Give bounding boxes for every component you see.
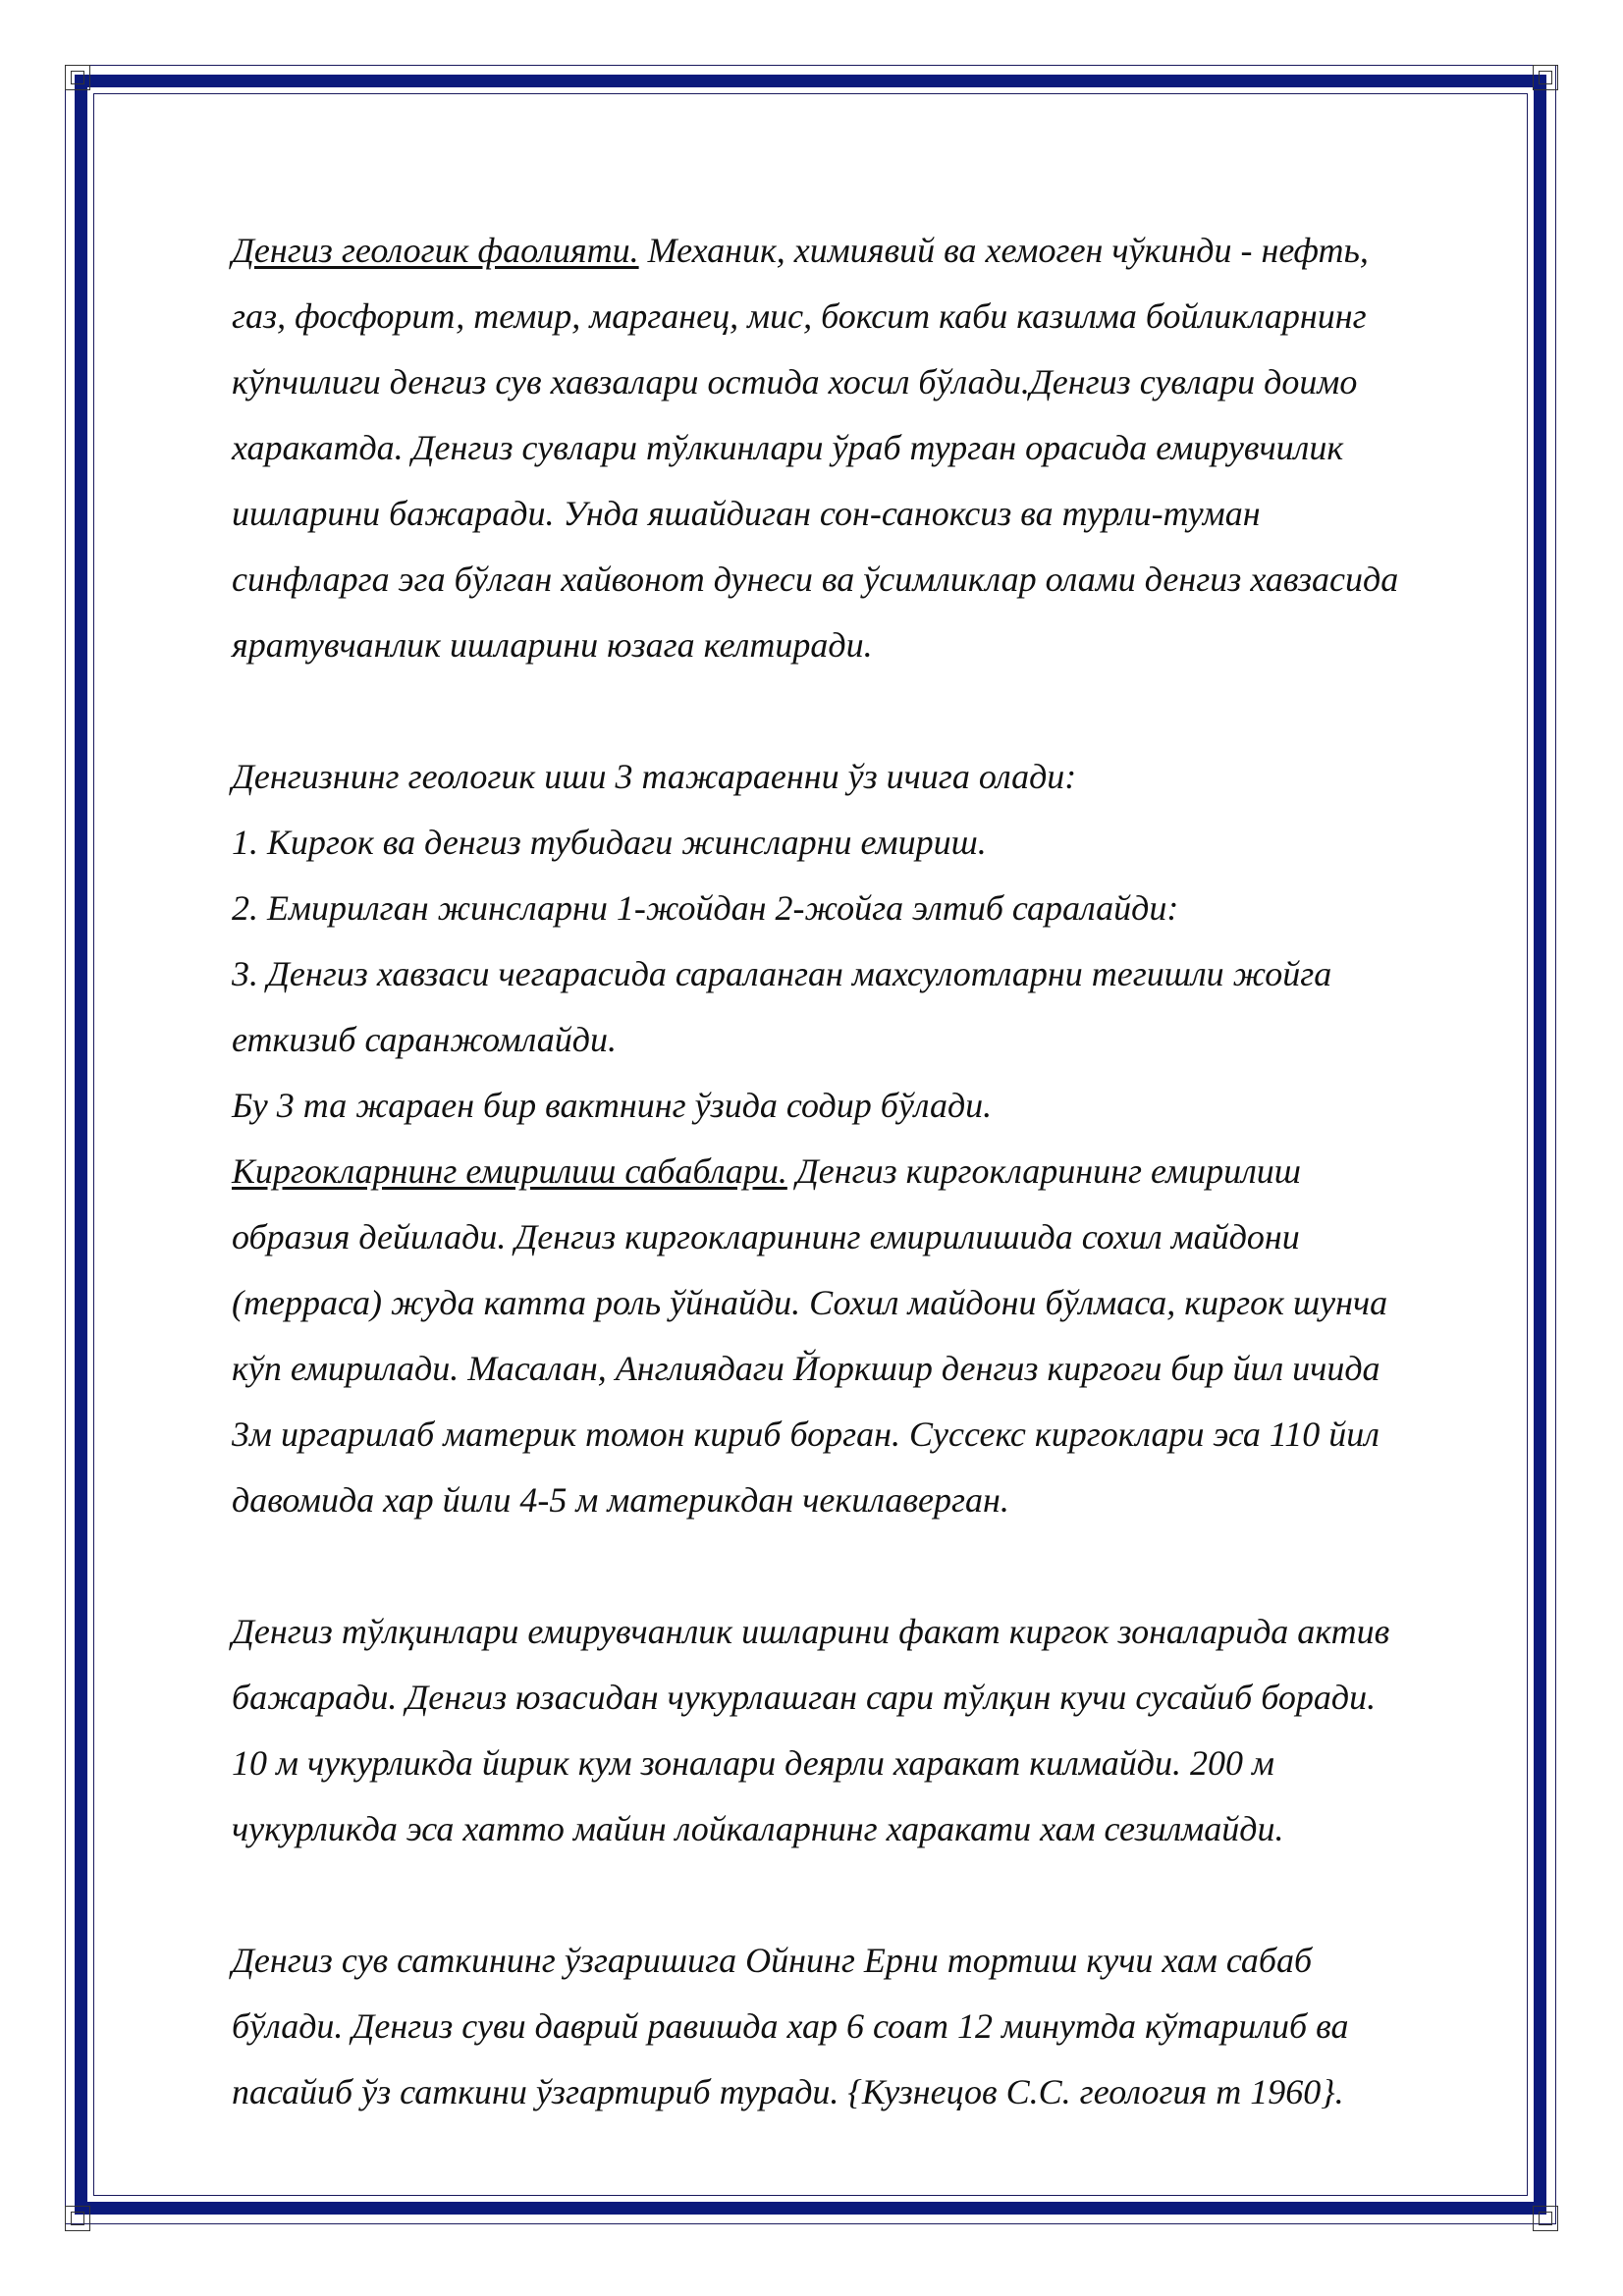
paragraph-line: пасайиб ўз саткини ўзгартириб туради. {Кузнецов С.С. геология т 1960}.: [232, 2072, 1344, 2111]
paragraph-line: Денгиз сув саткининг ўзгаришига Ойнинг Ерни тортиш кучи хам сабаб: [232, 1941, 1313, 1980]
paragraph-line: харакатда. Денгиз сувлари тўлкинлари ўраб турган орасида емирувчилик: [232, 428, 1344, 467]
paragraph-line: давомида хар йили 4-5 м материкдан чекилаверган.: [232, 1480, 1009, 1520]
list-item-continued: еткизиб саранжомлайди.: [232, 1020, 617, 1059]
paragraph-gap: [232, 1533, 1528, 1599]
border-corner-bottom-left: [61, 2202, 94, 2235]
list-intro: Денгизнинг геологик иши 3 тажараенни ўз ичига олади:: [232, 757, 1077, 796]
list-item: 3. Денгиз хавзаси чегарасида сараланган махсулотларни тегишли жойга: [232, 954, 1332, 993]
paragraph-line: синфларга эга бўлган хайвонот дунеси ва ўсимликлар олами денгиз хавзасида: [232, 560, 1399, 599]
paragraph-line: кўп емирилади. Масалан, Англиядаги Йоркшир денгиз киргоги бир йил ичида: [232, 1349, 1380, 1388]
paragraph-line: газ, фосфорит, темир, марганец, мис, боксит каби казилма бойликларнинг: [232, 296, 1367, 336]
paragraph-text: Механик, химиявий ва хемоген чўкинди - нефть,: [638, 231, 1369, 270]
paragraph-line: ишларини бажаради. Унда яшайдиган сон-саноксиз ва турли-туман: [232, 494, 1261, 533]
paragraph-tides: [232, 1928, 1528, 2125]
paragraph-gap: [232, 1862, 1528, 1928]
paragraph-line: бўлади. Денгиз суви даврий равишда хар 6 соат 12 минутда кўтарилиб ва: [232, 2006, 1349, 2046]
paragraph-processes-list: [232, 744, 1528, 1139]
paragraph-sea-geology: [232, 218, 1528, 678]
border-corner-top-right: [1529, 61, 1562, 94]
paragraph-line: яратувчанлик ишларини юзага келтиради.: [232, 625, 873, 665]
paragraph-waves: [232, 1599, 1528, 1862]
paragraph-line: [232, 1139, 1528, 1204]
document-body: [232, 218, 1528, 2125]
paragraph-shore-erosion: [232, 1139, 1528, 1533]
section-heading: Киргокларнинг емирилиш сабаблари.: [232, 1151, 787, 1191]
paragraph-line: [232, 218, 1528, 284]
paragraph-line: образия дейилади. Денгиз киргокларининг емирилишида сохил майдони: [232, 1217, 1300, 1256]
border-corner-bottom-right: [1529, 2202, 1562, 2235]
list-item: 1. Киргок ва денгиз тубидаги жинсларни емириш.: [232, 823, 987, 862]
paragraph-line: бажаради. Денгиз юзасидан чукурлашган сари тўлқин кучи сусайиб боради.: [232, 1678, 1377, 1717]
list-item: 2. Емирилган жинсларни 1-жойдан 2-жойга элтиб саралайди:: [232, 888, 1179, 928]
paragraph-gap: [232, 678, 1528, 744]
section-heading: Денгиз геологик фаолияти.: [232, 231, 639, 270]
paragraph-line: (терраса) жуда катта роль ўйнайди. Сохил майдони бўлмаса, киргок шунча: [232, 1283, 1388, 1322]
paragraph-line: Денгиз тўлқинлари емирувчанлик ишларини факат киргок зоналарида актив: [232, 1612, 1390, 1651]
paragraph-line: Бу 3 та жараен бир вактнинг ўзида содир бўлади.: [232, 1086, 993, 1125]
border-corner-top-left: [61, 61, 94, 94]
paragraph-line: чукурликда эса хатто майин лойкаларнинг харакати хам сезилмайди.: [232, 1809, 1284, 1848]
paragraph-line: 3м иргарилаб материк томон кириб борган. Суссекс киргоклари эса 110 йил: [232, 1415, 1380, 1454]
paragraph-line: 10 м чукурликда йирик кум зоналари деярли харакат килмайди. 200 м: [232, 1743, 1274, 1783]
paragraph-text: Денгиз киргокларининг емирилиш: [786, 1151, 1301, 1191]
paragraph-line: кўпчилиги денгиз сув хавзалари остида хосил бўлади.Денгиз сувлари доимо: [232, 362, 1358, 401]
